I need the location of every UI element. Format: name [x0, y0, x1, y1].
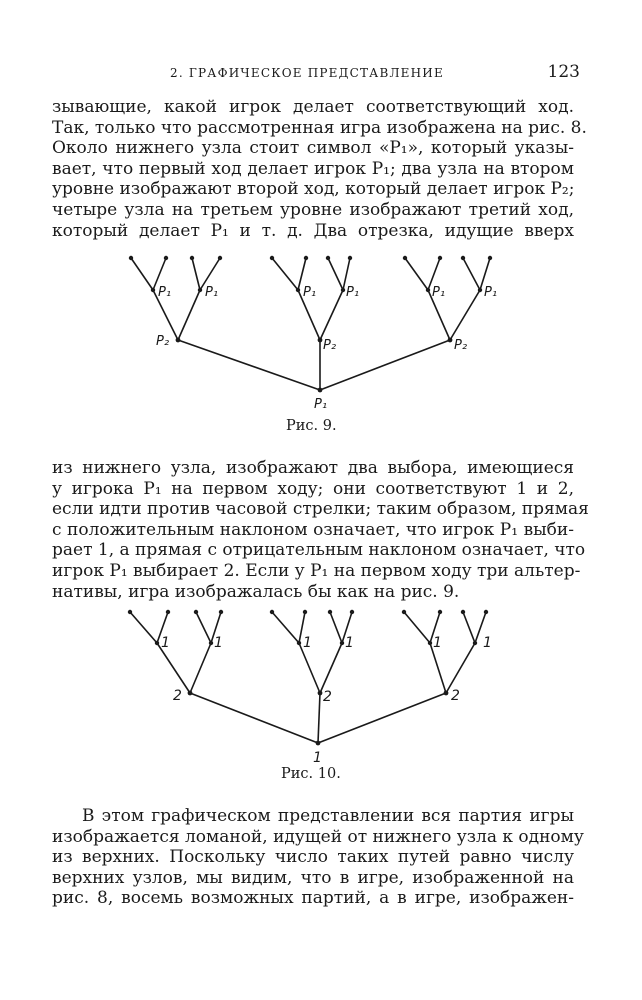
text-line: верхних узлов, мы видим, что в игре, изображенной на — [52, 867, 574, 888]
node — [473, 641, 477, 645]
text-line: из нижнего узла, изображают два выбора, имеющиеся — [52, 458, 574, 478]
figure-10-caption: Рис. 10. — [281, 766, 341, 782]
node — [438, 610, 442, 614]
page-number: 123 — [547, 62, 580, 82]
text-line: вает, что первый ход делает игрок P₁; два узла на втором — [52, 158, 574, 179]
edge — [196, 612, 211, 643]
level3-node-label: 1 — [303, 635, 312, 651]
node — [402, 610, 406, 614]
level3-node-label: P₁ — [158, 285, 172, 300]
edge — [318, 693, 446, 743]
level2-node-label: P₂ — [323, 338, 337, 353]
edge — [320, 643, 342, 693]
node — [166, 610, 170, 614]
edge — [130, 612, 157, 643]
node — [428, 641, 432, 645]
edge — [318, 693, 320, 743]
node — [297, 641, 301, 645]
edge — [190, 643, 211, 693]
level2-node-label: 2 — [323, 689, 332, 705]
node — [270, 610, 274, 614]
edge — [190, 693, 318, 743]
edge — [330, 612, 342, 643]
text-line: зывающие, какой игрок делает соответствующий ход. — [52, 97, 574, 117]
text-line: игрок P₁ выбирает 2. Если у P₁ на первом ходу три альтер- — [52, 560, 581, 581]
section-title: 2. ГРАФИЧЕСКОЕ ПРЕДСТАВЛЕНИЕ — [170, 66, 444, 80]
edge — [463, 612, 475, 643]
node — [219, 610, 223, 614]
level3-node-label: P₁ — [484, 285, 498, 300]
paragraph-3 — [52, 806, 584, 909]
level2-node-label: P₂ — [156, 334, 170, 349]
level3-node-label: 1 — [214, 635, 223, 651]
level3-node-label: 1 — [483, 635, 492, 651]
edge — [446, 643, 475, 693]
figure-9-caption: Рис. 9. — [286, 418, 337, 434]
level3-node-label: 1 — [433, 635, 442, 651]
text-line: рис. 8, восемь возможных партий, а в игре, изображен- — [52, 888, 574, 909]
text-line: который делает P₁ и т. д. Два отрезка, идущие вверх — [52, 220, 574, 241]
edge — [272, 612, 299, 643]
text-line: изображается ломаной, идущей от нижнего узла к одному — [52, 826, 584, 847]
level2-node-label: 2 — [451, 688, 460, 704]
node — [209, 641, 213, 645]
text-line: четыре узла на третьем уровне изображают третий ход, — [52, 199, 574, 220]
text-line: нативы, игра изображалась бы как на рис. 9. — [52, 581, 460, 602]
node — [194, 610, 198, 614]
level3-node-label: P₁ — [346, 285, 360, 300]
node — [461, 610, 465, 614]
text-line: В этом графическом представлении вся партия игры — [82, 806, 574, 826]
node — [444, 691, 449, 696]
node — [128, 610, 132, 614]
text-line: если идти против часовой стрелки; таким образом, прямая — [52, 499, 589, 520]
level3-node-label: 1 — [161, 635, 170, 651]
node — [316, 741, 321, 746]
text-line: с положительным наклоном означает, что игрок P₁ выби- — [52, 519, 574, 540]
text-line: из верхних. Поскольку число таких путей равно числу — [52, 847, 574, 868]
figure-10-edges — [130, 612, 486, 743]
node — [188, 691, 193, 696]
root-node-label: 1 — [313, 750, 322, 766]
edge — [404, 612, 430, 643]
text-line: Около нижнего узла стоит символ «P₁», который указы- — [52, 138, 574, 159]
text-line: Так, только что рассмотренная игра изображена на рис. 8. — [52, 117, 587, 138]
level3-node-label: P₁ — [432, 285, 446, 300]
root-node-label: P₁ — [314, 397, 328, 412]
text-line: уровне изображают второй ход, который делает игрок P₂; — [52, 179, 575, 200]
level2-node-label: 2 — [173, 688, 182, 704]
level3-node-label: P₁ — [303, 285, 317, 300]
text-line: рает 1, а прямая с отрицательным наклоном означает, что — [52, 540, 586, 561]
node — [340, 641, 344, 645]
level2-node-label: P₂ — [454, 338, 468, 353]
level3-node-label: P₁ — [205, 285, 219, 300]
node — [350, 610, 354, 614]
level3-node-label: 1 — [345, 635, 354, 651]
node — [484, 610, 488, 614]
node — [328, 610, 332, 614]
node — [303, 610, 307, 614]
node — [318, 691, 323, 696]
text-line: у игрока P₁ на первом ходу; они соответствуют 1 и 2, — [52, 478, 574, 499]
node — [155, 641, 159, 645]
